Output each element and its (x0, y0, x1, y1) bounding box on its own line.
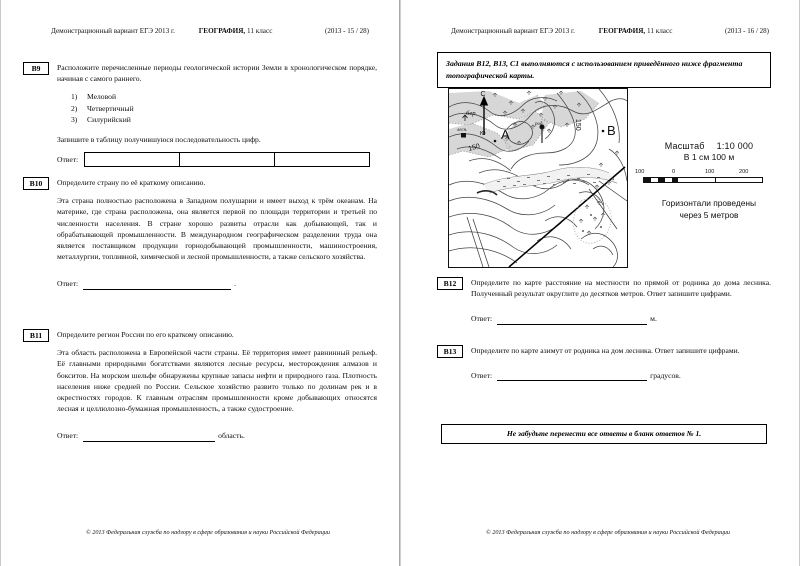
map-contour-label-right: 150 (574, 119, 581, 131)
answer-input-b10[interactable] (83, 281, 231, 290)
answer-row-b11 (57, 430, 377, 441)
answer-suffix-b13: градусов. (650, 371, 681, 381)
map-legend (635, 141, 783, 221)
answer-grid (84, 152, 370, 167)
question-b10 (23, 177, 377, 290)
map-usage-notice (437, 52, 771, 88)
question-b12 (437, 277, 771, 325)
page-footer-left (51, 529, 365, 536)
question-b13 (437, 345, 771, 381)
topographic-map-svg (449, 89, 627, 267)
answer-row-b10 (57, 278, 377, 289)
transfer-answers-note (441, 424, 767, 444)
question-b10-description: Эта страна полностью расположена в Западном полушарии и имеет выход к трём океанам. На материке, где страна расположена, она является первой по площади территории и третьей по численности населения. В стране хорошо развиты отрасли как добывающей, так и обрабатывающей промышленности. В международном географическом разделении труда она является поставщиком продукции горнодобывающей промышленности, машиностроения, металлургии, топливной, химической и лесной промышленности, а также сельского хозяйства. (57, 196, 377, 262)
question-b13-prompt: Определите по карте азимут от родника на дом лесника. Ответ запишите цифрами. (471, 346, 740, 355)
option-number: 1) (71, 92, 78, 102)
option-item[interactable] (71, 114, 377, 126)
answer-label-b11: Ответ: (57, 431, 79, 441)
question-tag-b13: B13 (437, 345, 463, 358)
map-scale-cm: В 1 см 100 м (683, 152, 735, 162)
question-b9-options (57, 91, 377, 126)
question-tag-b9: B9 (23, 62, 49, 75)
map-scale-ratio: 1:10 000 (716, 141, 754, 151)
map-point-a-label: A (501, 127, 510, 142)
map-scale-bar (635, 169, 783, 189)
footer-text-left: © 2013 Федеральная служба по надзору в сфере образования и науки Российской Федерации (86, 529, 330, 536)
topographic-map-panel (423, 84, 777, 274)
page-header-left (51, 27, 369, 35)
footer-text-right: © 2013 Федеральная служба по надзору в сфере образования и науки Российской Федерации (486, 529, 730, 536)
answer-suffix-b12: м. (650, 314, 657, 324)
answer-row-b12 (471, 313, 771, 324)
map-arrow-value: Ю (480, 131, 486, 137)
answer-input-b13[interactable] (497, 372, 647, 381)
answer-suffix-b11: область. (218, 431, 245, 441)
header-subject-right: ГЕОГРАФИЯ, (598, 27, 646, 35)
scale-bar-outer (643, 177, 763, 183)
map-contour-note-line1: Горизонтали проведены (661, 198, 757, 208)
scale-bar-label: 100 (705, 169, 715, 175)
answer-cell[interactable] (85, 153, 180, 166)
question-b12-prompt: Определите по карте расстояние на местности по прямой от родника до дома лесника. Полученный результат округлите до десятков метров. Ответ запишите цифрами. (471, 278, 771, 299)
map-scale-bar-labels (635, 169, 783, 176)
map-birch-label: бер. (466, 110, 478, 117)
map-point-a-marker (494, 140, 497, 143)
header-exam-title-left: Демонстрационный вариант ЕГЭ 2013 г. (51, 27, 175, 35)
option-label: Четвертичный (87, 103, 134, 113)
option-item[interactable] (71, 103, 377, 115)
question-b9-instruction: Запишите в таблицу получившуюся последовательность цифр. (57, 134, 261, 144)
scale-bar-label: 0 (672, 169, 676, 175)
page-header-right (451, 27, 769, 35)
answer-row-b13 (471, 370, 771, 381)
question-tag-b11: B11 (23, 329, 49, 342)
page-number-right: (2013 - 16 / 28) (725, 27, 769, 35)
page-number-left: (2013 - 15 / 28) (325, 27, 369, 35)
header-grade-right: 11 класс (647, 27, 673, 35)
question-tag-b10: B10 (23, 177, 49, 190)
transfer-answers-note-text: Не забудьте перенести все ответы в бланк ответов № 1. (506, 429, 702, 438)
option-number: 2) (71, 103, 78, 113)
map-contour-note (635, 197, 783, 221)
scale-bar-label: 200 (739, 169, 749, 175)
page-right (400, 0, 800, 566)
map-contour-note-line2: через 5 метров (679, 210, 739, 220)
question-b11-prompt: Определите регион России по его краткому описанию. (57, 330, 234, 339)
answer-suffix-b10: . (234, 279, 237, 289)
map-north-label: С (480, 91, 486, 98)
answer-cell[interactable] (275, 153, 369, 166)
option-label: Меловой (87, 92, 117, 102)
option-item[interactable] (71, 91, 377, 103)
header-subject-left: ГЕОГРАФИЯ, (198, 27, 246, 35)
map-scale-line (635, 141, 783, 151)
map-spring-label: род. (535, 122, 544, 127)
option-number: 3) (71, 115, 78, 125)
answer-input-b12[interactable] (497, 316, 647, 325)
page-footer-right (451, 529, 765, 536)
question-b11-description: Эта область расположена в Европейской части страны. Её территория имеет равнинный рельеф. Её главными природными богатствами являются лесные ресурсы, месторождения алмазов и бокситов. На морском шельфе обнаружены крупные запасы нефти и природного газа. Плотность населения ниже средней по России. Сельское хозяйство развито только по долинам рек и в окрестностях городов. К главным отраслям промышленности кроме добывающих относятся лесная и целлюлозно-бумажная промышленность, а также судостроение. (57, 348, 377, 414)
answer-cell[interactable] (180, 153, 275, 166)
map-contour-label-left: 150 (467, 142, 481, 153)
answer-input-b11[interactable] (83, 433, 215, 442)
scale-bar-label: 100 (635, 169, 645, 175)
map-forester-label: лесн. (457, 128, 468, 133)
map-scale-word: Масштаб (664, 141, 705, 151)
option-label: Силурийский (87, 115, 131, 125)
map-point-b-label: B (607, 123, 616, 138)
answer-label-b13: Ответ: (471, 371, 493, 381)
question-b10-prompt: Определите страну по её краткому описанию. (57, 178, 206, 187)
map-usage-notice-text: Задания В12, В13, С1 выполняются с использованием приведённого ниже фрагмента топографической карты. (446, 59, 743, 80)
topographic-map-frame[interactable] (448, 88, 628, 268)
answer-table-b9 (57, 152, 377, 167)
map-scale-bar-graphic (635, 177, 783, 184)
answer-label-b9: Ответ: (57, 155, 79, 164)
question-b9 (23, 62, 377, 167)
map-forester-house-symbol (461, 133, 466, 138)
header-exam-title-right: Демонстрационный вариант ЕГЭ 2013 г. (451, 27, 575, 35)
question-b11 (23, 329, 377, 442)
answer-label-b12: Ответ: (471, 314, 493, 324)
question-b9-prompt: Расположите перечисленные периоды геологической истории Земли в хронологическом порядке, начиная с самого раннего. (57, 63, 377, 84)
header-grade-left: 11 класс (247, 27, 273, 35)
answer-label-b10: Ответ: (57, 279, 79, 289)
question-tag-b12: B12 (437, 277, 463, 290)
map-point-b-marker (602, 130, 605, 133)
